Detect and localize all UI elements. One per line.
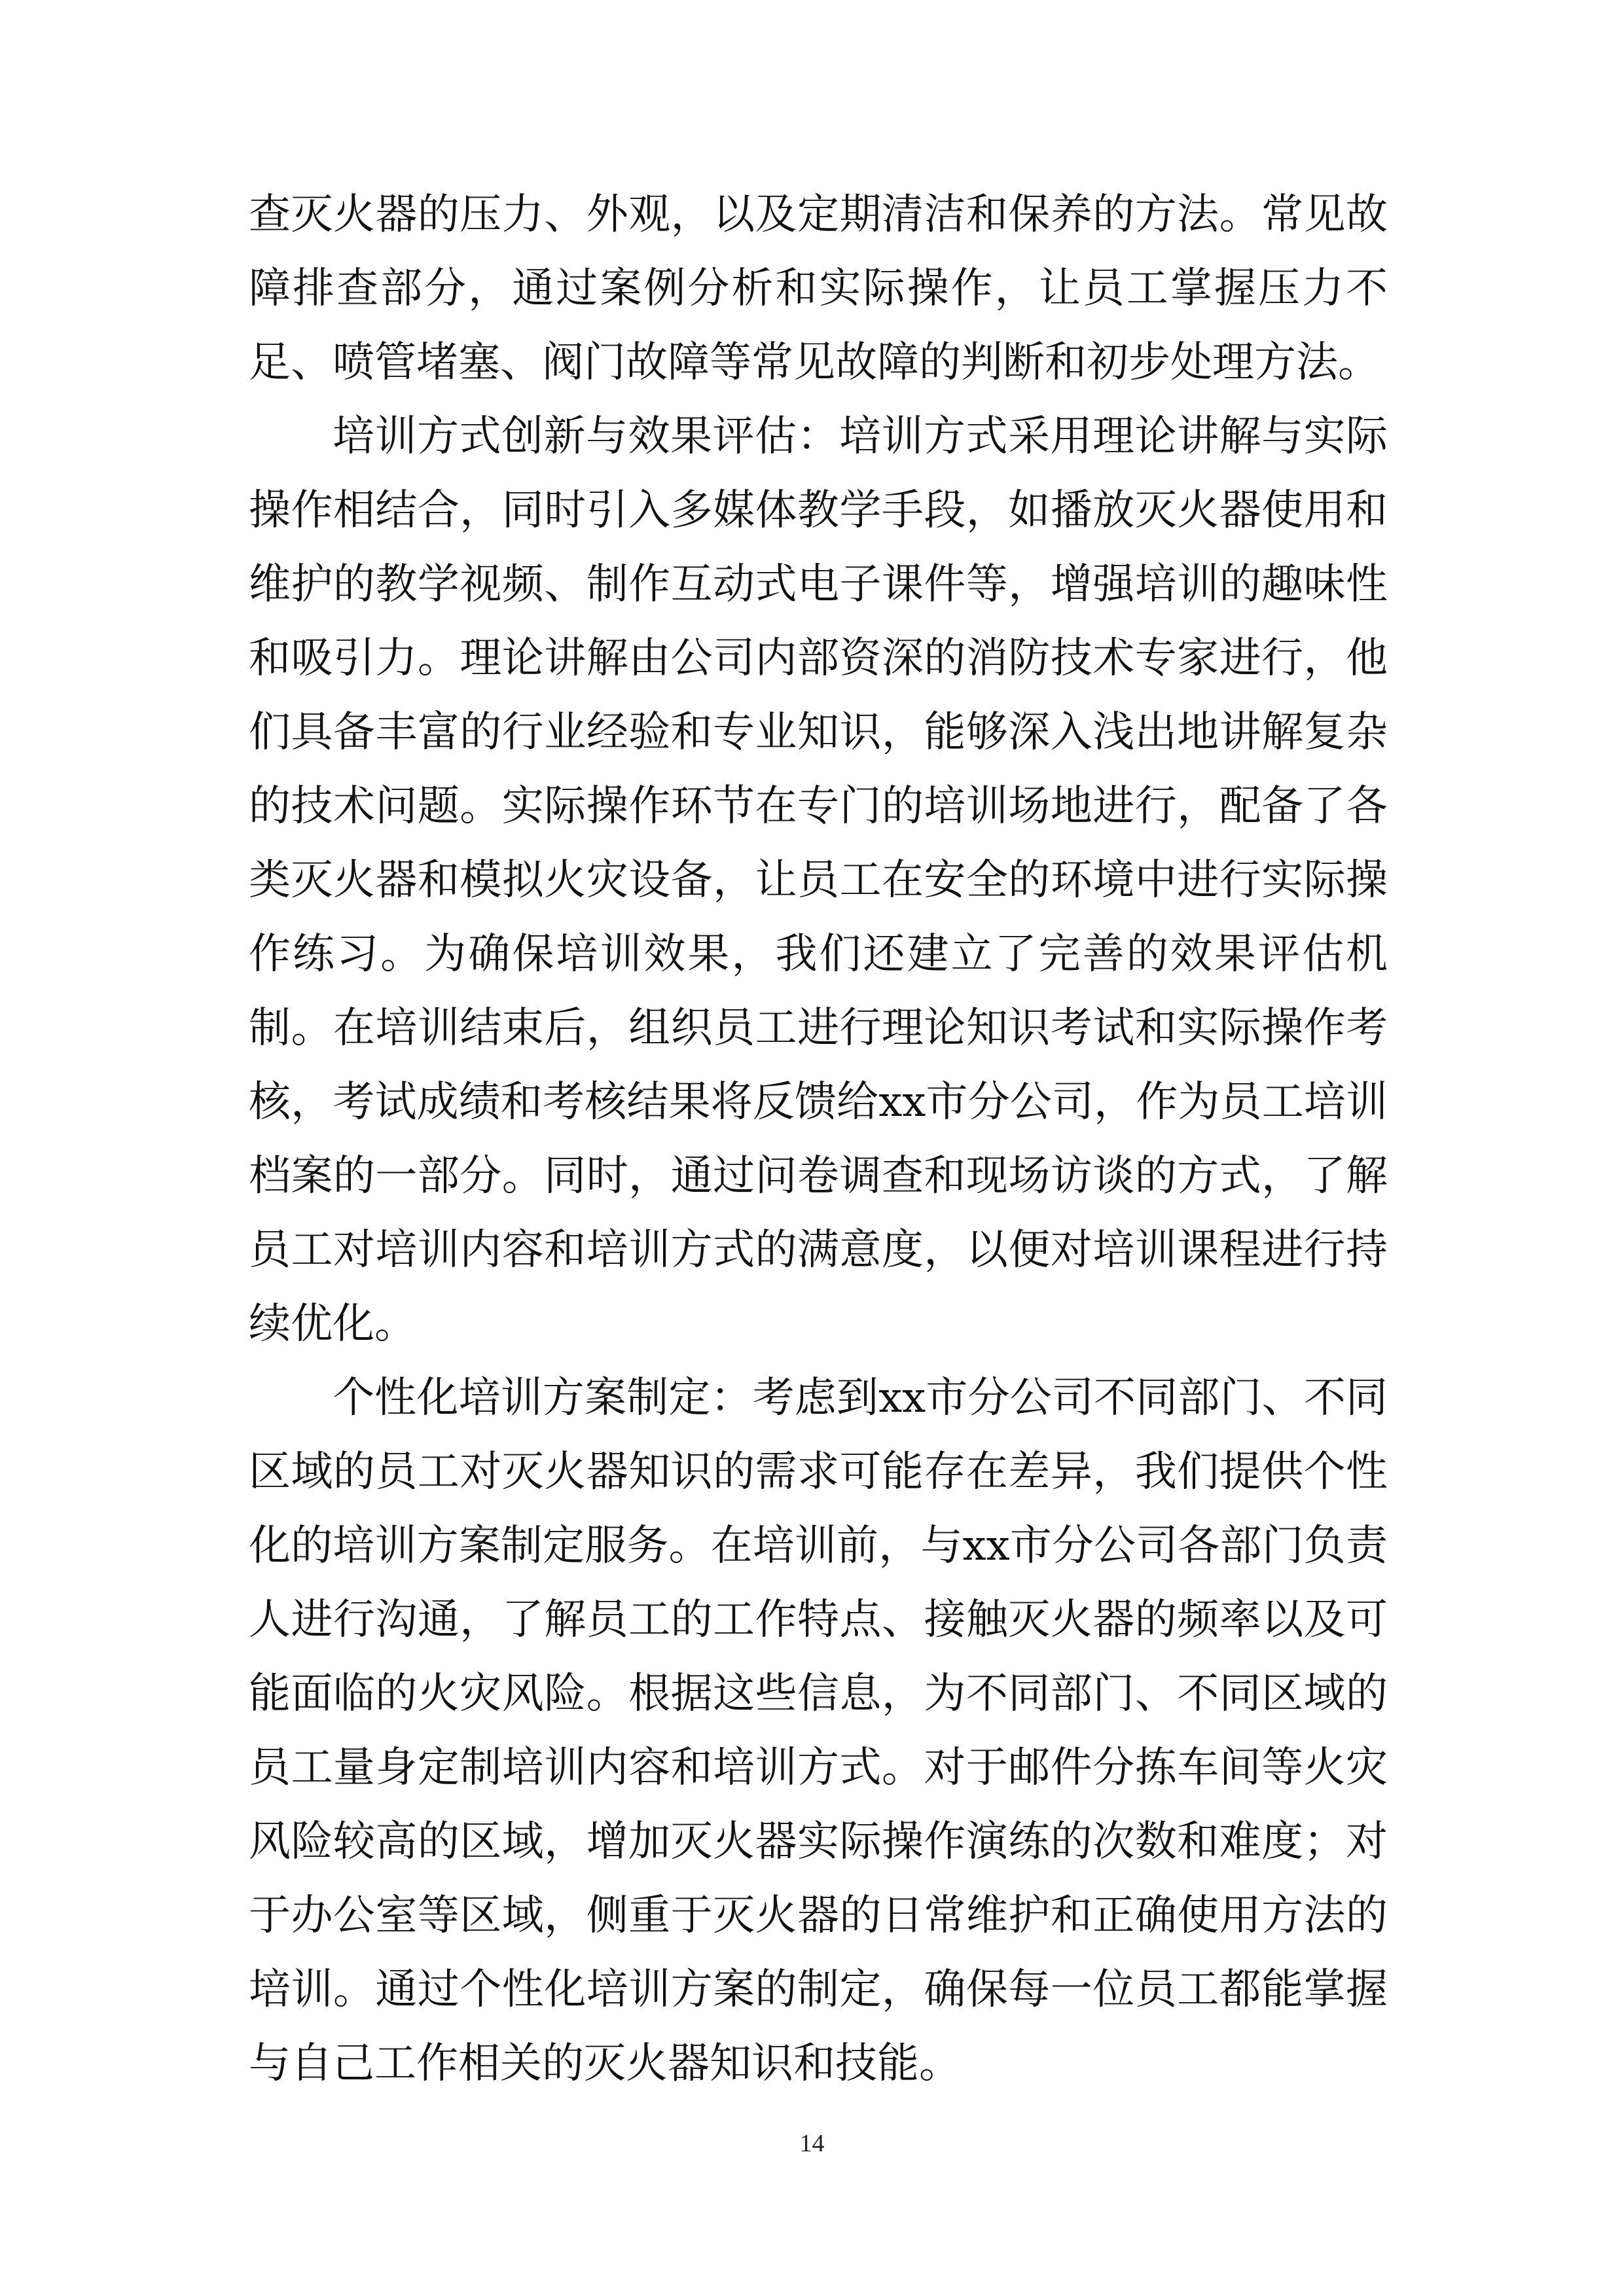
paragraph-continuation: 查灭火器的压力、外观，以及定期清洁和保养的方法。常见故障排查部分，通过案例分析和实际操作，让员工掌握压力不足、喷管堵塞、阀门故障等常见故障的判断和初步处理方法。 bbox=[249, 190, 1388, 387]
document-body bbox=[249, 178, 1388, 2101]
paragraph-training-method: 培训方式创新与效果评估：培训方式采用理论讲解与实际操作相结合，同时引入多媒体教学手段，如播放灭火器使用和维护的教学视频、制作互动式电子课件等，增强培训的趣味性和吸引力。理论讲解由公司内部资深的消防技术专家进行，他们具备丰富的行业经验和专业知识，能够深入浅出地讲解复杂的技术问题。实际操作环节在专门的培训场地进行，配备了各类灭火器和模拟火灾设备，让员工在安全的环境中进行实际操作练习。为确保培训效果，我们还建立了完善的效果评估机制。在培训结束后，组织员工进行理论知识考试和实际操作考核，考试成绩和考核结果将反馈给xx市分公司，作为员工培训档案的一部分。同时，通过问卷调查和现场访谈的方式，了解员工对培训内容和培训方式的满意度，以便对培训课程进行持续优化。 bbox=[249, 412, 1388, 1348]
page-number: 14 bbox=[799, 2130, 825, 2157]
paragraph-personalized-plan: 个性化培训方案制定：考虑到xx市分公司不同部门、不同区域的员工对灭火器知识的需求可能存在差异，我们提供个性化的培训方案制定服务。在培训前，与xx市分公司各部门负责人进行沟通，了解员工的工作特点、接触灭火器的频率以及可能面临的火灾风险。根据这些信息，为不同部门、不同区域的员工量身定制培训内容和培训方式。对于邮件分拣车间等火灾风险较高的区域，增加灭火器实际操作演练的次数和难度；对于办公室等区域，侧重于灭火器的日常维护和正确使用方法的培训。通过个性化培训方案的制定，确保每一位员工都能掌握与自己工作相关的灭火器知识和技能。 bbox=[249, 1374, 1388, 2088]
